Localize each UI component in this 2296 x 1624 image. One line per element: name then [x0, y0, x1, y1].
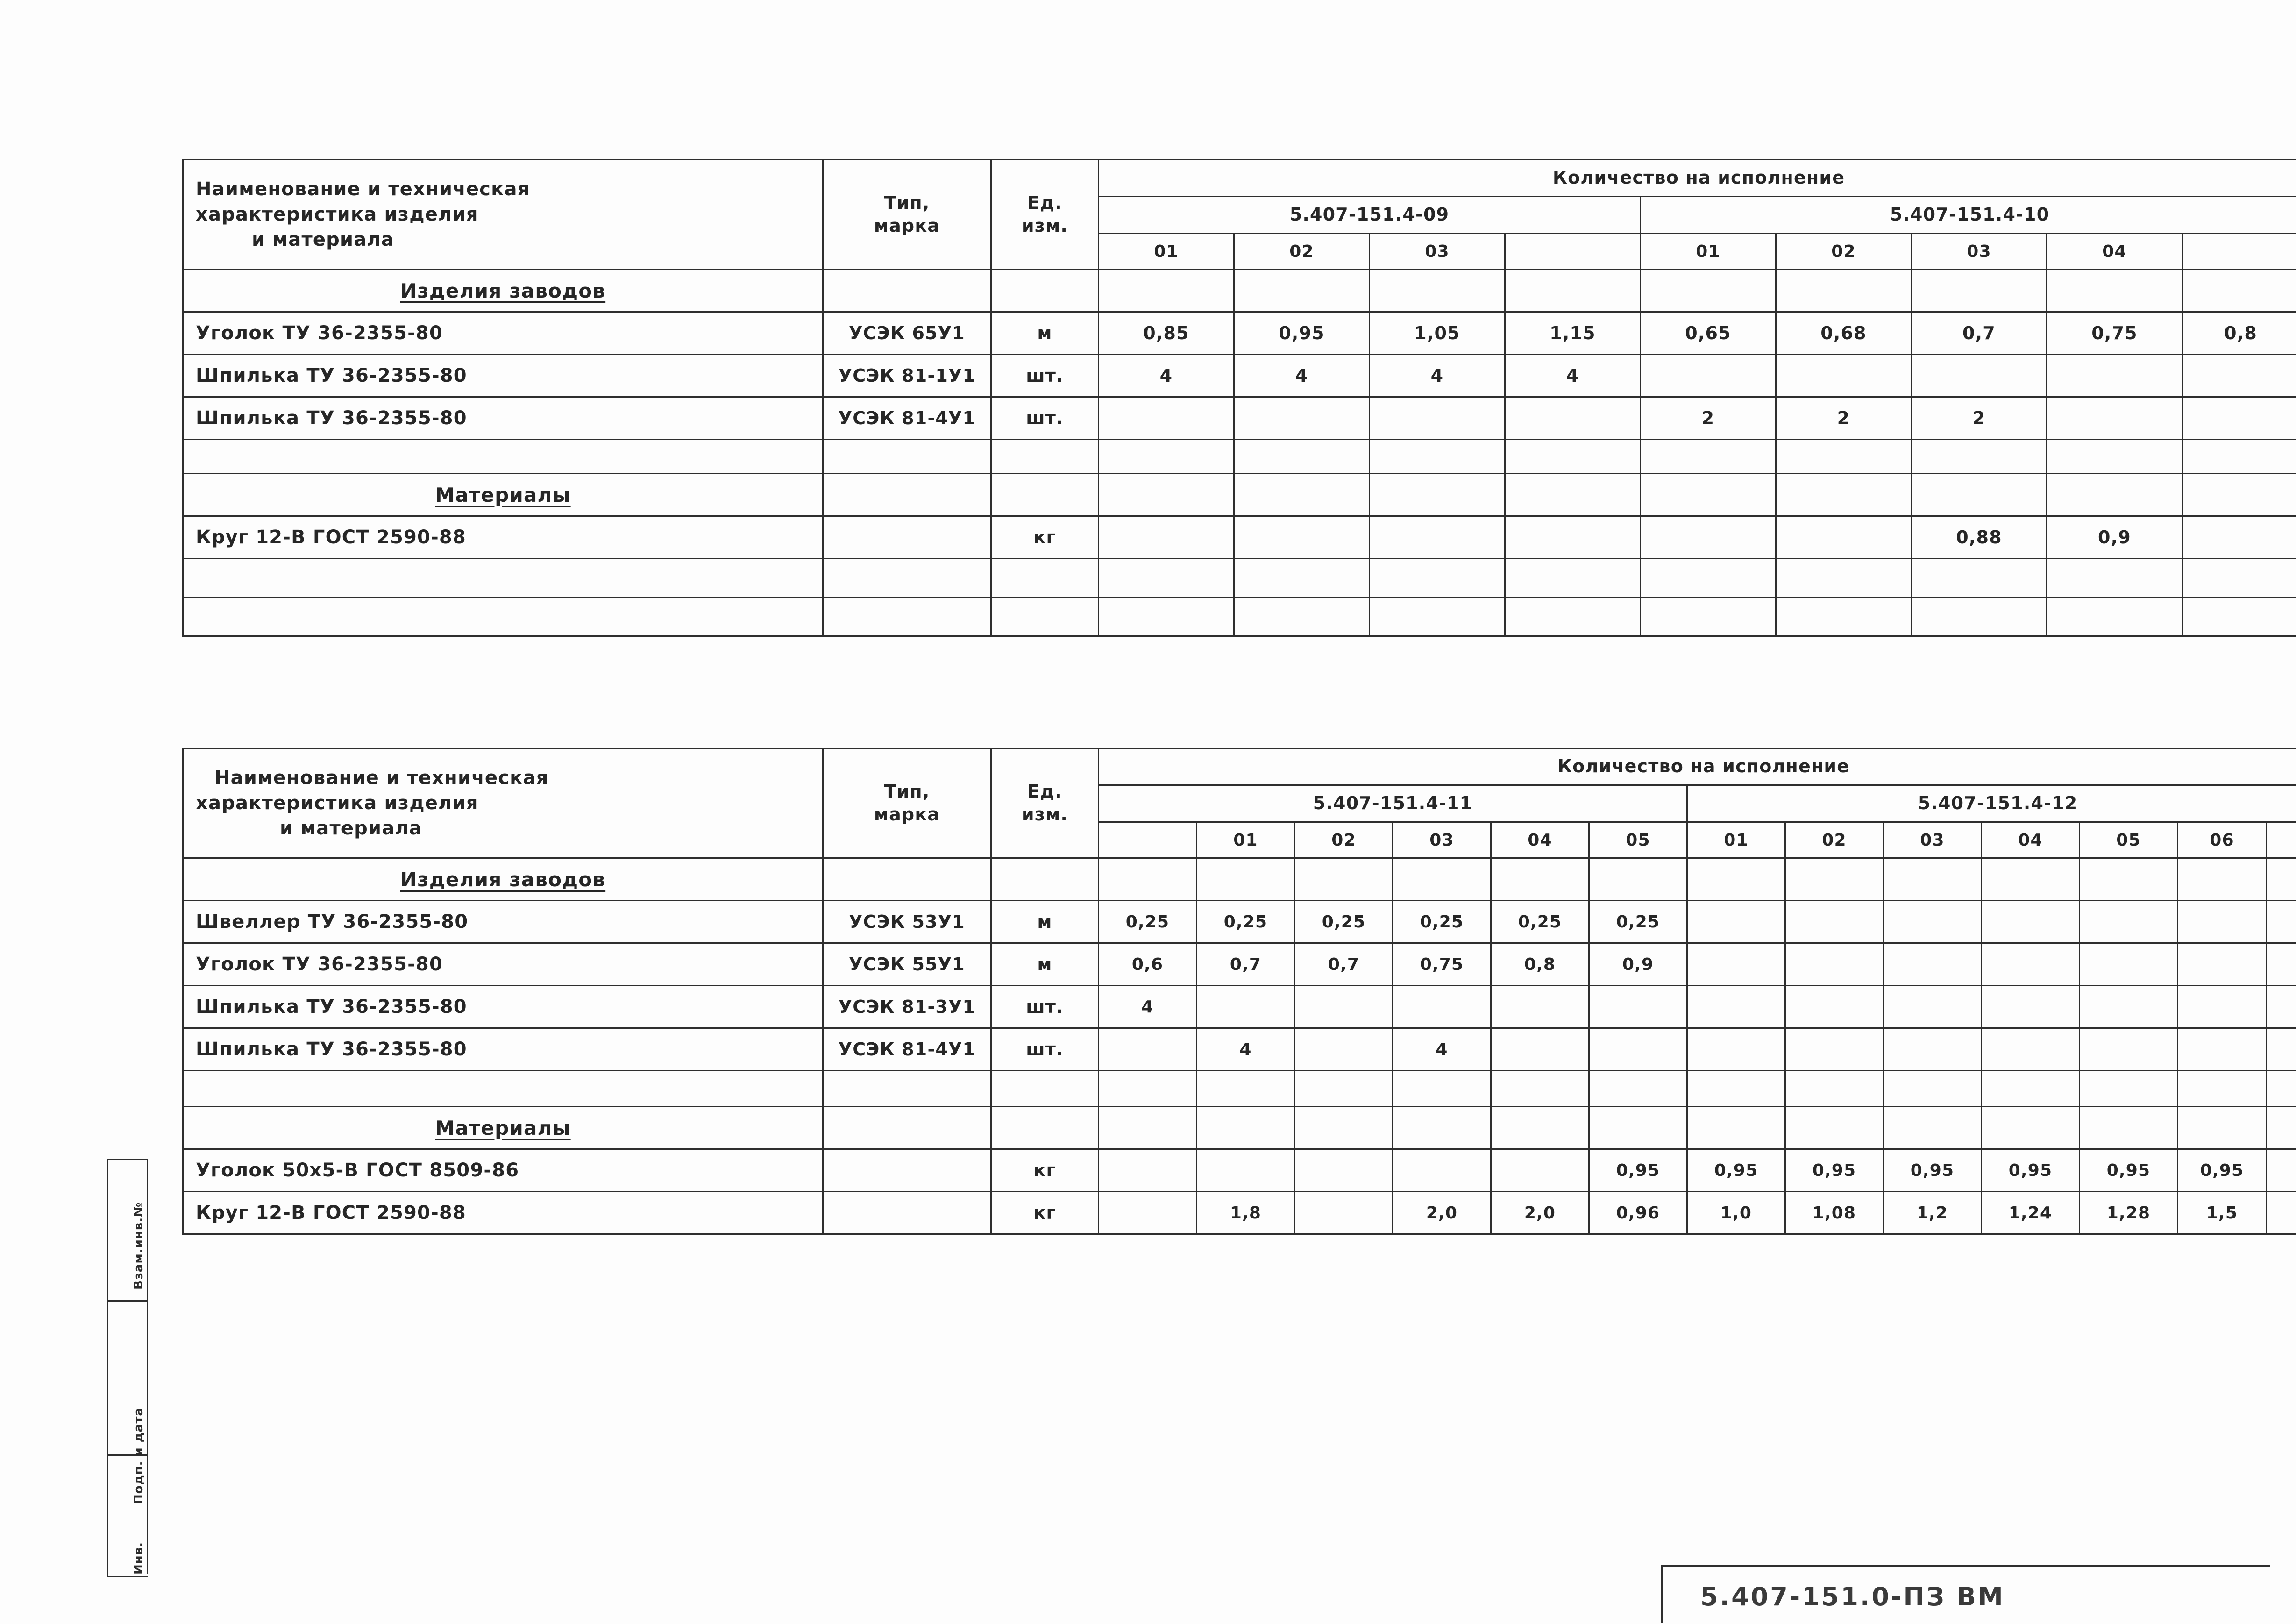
row-value: 4	[1505, 355, 1641, 397]
row-value	[1393, 1149, 1491, 1192]
row-value: 0,8	[2182, 312, 2296, 355]
row-value	[2080, 1028, 2178, 1071]
table-header-row	[183, 160, 2296, 197]
row-value: 4	[1370, 355, 1505, 397]
row-value: 0,95	[1234, 312, 1370, 355]
specification-table-1	[182, 159, 2296, 637]
row-value	[1099, 1149, 1197, 1192]
header-unit-column	[991, 160, 1099, 270]
variant-col-09-03: 03	[1370, 234, 1505, 270]
row-value	[1785, 943, 1884, 986]
row-value	[1197, 1149, 1295, 1192]
header-unit-column	[991, 748, 1099, 858]
row-value	[1982, 943, 2080, 986]
header-type-column	[823, 748, 991, 858]
row-value	[1982, 986, 2080, 1028]
row-value: 1,08	[1785, 1192, 1884, 1234]
row-name: Круг 12-В ГОСТ 2590-88	[183, 1192, 823, 1234]
row-value: 0,95	[1982, 1149, 2080, 1192]
row-value: 4	[1099, 355, 1234, 397]
row-value	[1982, 1028, 2080, 1071]
row-value	[1776, 355, 1912, 397]
row-value: 0,68	[1776, 312, 1912, 355]
row-value: 4	[1197, 1028, 1295, 1071]
row-type	[823, 516, 991, 559]
header-type-line1: Тип,	[884, 192, 930, 213]
row-unit: кг	[991, 1149, 1099, 1192]
table-row	[183, 474, 2296, 516]
row-value	[1589, 986, 1687, 1028]
row-value	[2267, 943, 2296, 986]
margin-label-inv: Инв.	[132, 1541, 146, 1574]
row-value	[2080, 943, 2178, 986]
section-title-products: Изделия заводов	[183, 858, 823, 901]
header-name-line1: Наименование и техническая	[214, 767, 549, 789]
variant-col-11-04: 04	[1491, 822, 1589, 858]
variant-col-11-03: 03	[1393, 822, 1491, 858]
variant-col-09-04	[1505, 234, 1641, 270]
row-value	[1884, 1028, 1982, 1071]
table-row	[183, 943, 2296, 986]
row-name: Шпилька ТУ 36-2355-80	[183, 397, 823, 440]
row-value	[2267, 1028, 2296, 1071]
row-value: 0,25	[1393, 901, 1491, 943]
row-value: 0,85	[1099, 312, 1234, 355]
variant-col-12-04: 04	[1982, 822, 2080, 858]
row-value	[2267, 901, 2296, 943]
row-value	[1370, 516, 1505, 559]
row-value: 0,9	[1589, 943, 1687, 986]
row-value: 0,96	[1589, 1192, 1687, 1234]
table-row	[183, 1028, 2296, 1071]
row-value	[1589, 1028, 1687, 1071]
row-type: УСЭК 81-3У1	[823, 986, 991, 1028]
row-value: 1,24	[1982, 1192, 2080, 1234]
header-quantity-title: Количество на исполнение	[1099, 160, 2296, 197]
header-quantity-title: Количество на исполнение	[1099, 748, 2296, 785]
row-unit: м	[991, 943, 1099, 986]
row-value	[1687, 986, 1785, 1028]
variant-col-10-03: 03	[1912, 234, 2047, 270]
row-value	[1099, 1192, 1197, 1234]
variant-col-12-03: 03	[1884, 822, 1982, 858]
row-value: 1,2	[1884, 1192, 1982, 1234]
row-value	[1234, 516, 1370, 559]
row-value	[1491, 986, 1589, 1028]
header-unit-line2: изм.	[1021, 804, 1068, 825]
row-value: 1,05	[1370, 312, 1505, 355]
row-value: 0,25	[1099, 901, 1197, 943]
row-value	[1491, 1149, 1589, 1192]
row-value	[1641, 516, 1776, 559]
row-name: Уголок ТУ 36-2355-80	[183, 312, 823, 355]
table-row	[183, 858, 2296, 901]
row-value	[1393, 986, 1491, 1028]
row-value: 0,65	[1641, 312, 1776, 355]
drawing-code: 5.407-151.0-ПЗ ВМ	[1700, 1582, 2005, 1611]
row-type: УСЭК 81-4У1	[823, 397, 991, 440]
row-value	[1099, 516, 1234, 559]
row-value	[1295, 986, 1393, 1028]
row-name: Уголок 50х5-В ГОСТ 8509-86	[183, 1149, 823, 1192]
row-name: Швеллер ТУ 36-2355-80	[183, 901, 823, 943]
row-name: Шпилька ТУ 36-2355-80	[183, 1028, 823, 1071]
row-value: 1,0	[1687, 1192, 1785, 1234]
header-type-column	[823, 160, 991, 270]
header-name-line2: характеристика изделия	[196, 792, 479, 814]
variant-col-10-02: 02	[1776, 234, 1912, 270]
row-value: 4	[1099, 986, 1197, 1028]
table-row	[183, 355, 2296, 397]
header-name-line3: и материала	[280, 818, 423, 839]
row-value	[2178, 943, 2267, 986]
row-value	[1687, 1028, 1785, 1071]
row-value: 0,7	[1912, 312, 2047, 355]
variant-col-09-02: 02	[1234, 234, 1370, 270]
group-code-11: 5.407-151.4-11	[1099, 785, 1687, 822]
row-value	[1982, 901, 2080, 943]
variant-col-12-05: 05	[2080, 822, 2178, 858]
header-name-line2: характеристика изделия	[196, 204, 479, 225]
variant-col-09-01: 01	[1099, 234, 1234, 270]
row-value	[1099, 1028, 1197, 1071]
variant-col-10-05	[2182, 234, 2296, 270]
row-value	[1295, 1028, 1393, 1071]
row-value	[2267, 1192, 2296, 1234]
row-value: 0,25	[1491, 901, 1589, 943]
table-row	[183, 559, 2296, 598]
row-value: 0,95	[2178, 1149, 2267, 1192]
header-name-column	[183, 748, 823, 858]
table-row	[183, 901, 2296, 943]
row-value	[1687, 943, 1785, 986]
row-value: 0,6	[1099, 943, 1197, 986]
table-row	[183, 1071, 2296, 1107]
row-value: 0,25	[1589, 901, 1687, 943]
row-value: 0,95	[2080, 1149, 2178, 1192]
row-value	[1884, 901, 1982, 943]
variant-col-11-05: 05	[1589, 822, 1687, 858]
section-title-products: Изделия заводов	[183, 270, 823, 312]
row-value	[1505, 516, 1641, 559]
row-value: 2	[1912, 397, 2047, 440]
row-value: 1,28	[2080, 1192, 2178, 1234]
row-value	[1912, 355, 2047, 397]
row-unit: м	[991, 312, 1099, 355]
table-header-row	[183, 748, 2296, 785]
row-value	[2080, 986, 2178, 1028]
table-row	[183, 516, 2296, 559]
row-value	[1370, 397, 1505, 440]
row-value	[2080, 901, 2178, 943]
row-value: 2,0	[1491, 1192, 1589, 1234]
table-row	[183, 598, 2296, 636]
row-value: 0,95	[1785, 1149, 1884, 1192]
row-name: Шпилька ТУ 36-2355-80	[183, 986, 823, 1028]
margin-label-vzam: Взам.инв.№	[132, 1202, 146, 1289]
row-value	[1785, 1028, 1884, 1071]
row-value	[2178, 901, 2267, 943]
row-unit: м	[991, 901, 1099, 943]
row-value	[2047, 397, 2182, 440]
row-value	[1687, 901, 1785, 943]
variant-col-11-blank	[1099, 822, 1197, 858]
row-value	[2178, 1028, 2267, 1071]
row-name: Круг 12-В ГОСТ 2590-88	[183, 516, 823, 559]
row-value: 0,75	[2047, 312, 2182, 355]
margin-divider-1	[108, 1300, 148, 1302]
row-value	[2182, 397, 2296, 440]
variant-col-12-07	[2267, 822, 2296, 858]
row-value: 0,88	[1912, 516, 2047, 559]
row-value: 0,7	[1197, 943, 1295, 986]
row-unit: шт.	[991, 986, 1099, 1028]
row-value: 0,95	[1589, 1149, 1687, 1192]
row-unit: кг	[991, 1192, 1099, 1234]
row-value: 4	[1393, 1028, 1491, 1071]
header-type-line1: Тип,	[884, 781, 930, 802]
header-name-line1: Наименование и техническая	[196, 178, 530, 200]
row-value	[1785, 986, 1884, 1028]
row-value: 2	[1776, 397, 1912, 440]
row-value: 0,7	[1295, 943, 1393, 986]
section-title-materials: Материалы	[183, 474, 823, 516]
row-value	[1785, 901, 1884, 943]
row-value	[1776, 516, 1912, 559]
row-name: Уголок ТУ 36-2355-80	[183, 943, 823, 986]
table-row	[183, 1149, 2296, 1192]
table-row	[183, 1107, 2296, 1149]
row-unit: шт.	[991, 355, 1099, 397]
row-value	[2178, 986, 2267, 1028]
row-value	[2267, 1149, 2296, 1192]
row-value	[2267, 986, 2296, 1028]
header-unit-line1: Ед.	[1027, 781, 1062, 802]
row-value: 1,5	[2178, 1192, 2267, 1234]
row-unit: шт.	[991, 397, 1099, 440]
table-row	[183, 312, 2296, 355]
row-value: 1,15	[1505, 312, 1641, 355]
variant-col-12-06: 06	[2178, 822, 2267, 858]
row-value: 0,95	[1884, 1149, 1982, 1192]
row-value	[1505, 397, 1641, 440]
group-code-09: 5.407-151.4-09	[1099, 197, 1641, 234]
header-type-line2: марка	[874, 804, 940, 825]
row-value: 0,95	[1687, 1149, 1785, 1192]
row-value	[2047, 355, 2182, 397]
variant-col-12-02: 02	[1785, 822, 1884, 858]
table-row	[183, 397, 2296, 440]
variant-col-11-01: 01	[1197, 822, 1295, 858]
row-value	[2182, 516, 2296, 559]
margin-vertical-line	[147, 1159, 148, 1574]
row-value: 0,25	[1295, 901, 1393, 943]
row-value	[2182, 355, 2296, 397]
row-value: 0,75	[1393, 943, 1491, 986]
row-value	[1099, 397, 1234, 440]
row-value	[1884, 943, 1982, 986]
row-name: Шпилька ТУ 36-2355-80	[183, 355, 823, 397]
variant-col-10-04: 04	[2047, 234, 2182, 270]
table-row	[183, 1192, 2296, 1234]
group-code-10: 5.407-151.4-10	[1641, 197, 2296, 234]
row-value	[1641, 355, 1776, 397]
row-value: 2	[1641, 397, 1776, 440]
row-unit: шт.	[991, 1028, 1099, 1071]
row-value: 0,25	[1197, 901, 1295, 943]
row-value	[1197, 986, 1295, 1028]
specification-table-2	[182, 748, 2296, 1235]
row-type	[823, 1192, 991, 1234]
row-value: 0,8	[1491, 943, 1589, 986]
row-value: 4	[1234, 355, 1370, 397]
group-code-12: 5.407-151.4-12	[1687, 785, 2296, 822]
variant-col-11-02: 02	[1295, 822, 1393, 858]
row-value	[1884, 986, 1982, 1028]
table-row	[183, 270, 2296, 312]
header-name-column	[183, 160, 823, 270]
header-unit-line1: Ед.	[1027, 192, 1062, 213]
header-name-line3: и материала	[252, 229, 395, 250]
row-type: УСЭК 81-4У1	[823, 1028, 991, 1071]
row-type: УСЭК 55У1	[823, 943, 991, 986]
row-type: УСЭК 81-1У1	[823, 355, 991, 397]
row-value	[1295, 1192, 1393, 1234]
row-type: УСЭК 53У1	[823, 901, 991, 943]
row-type: УСЭК 65У1	[823, 312, 991, 355]
variant-col-12-01: 01	[1687, 822, 1785, 858]
row-value	[1295, 1149, 1393, 1192]
header-type-line2: марка	[874, 215, 940, 236]
section-title-materials: Материалы	[183, 1107, 823, 1149]
row-unit: кг	[991, 516, 1099, 559]
row-value	[1491, 1028, 1589, 1071]
table-row	[183, 986, 2296, 1028]
margin-label-podp: Подп. и дата	[132, 1407, 146, 1504]
row-type	[823, 1149, 991, 1192]
row-value: 1,8	[1197, 1192, 1295, 1234]
row-value: 0,9	[2047, 516, 2182, 559]
row-value	[1234, 397, 1370, 440]
row-value: 2,0	[1393, 1192, 1491, 1234]
variant-col-10-01: 01	[1641, 234, 1776, 270]
header-unit-line2: изм.	[1021, 215, 1068, 236]
table-row	[183, 440, 2296, 474]
